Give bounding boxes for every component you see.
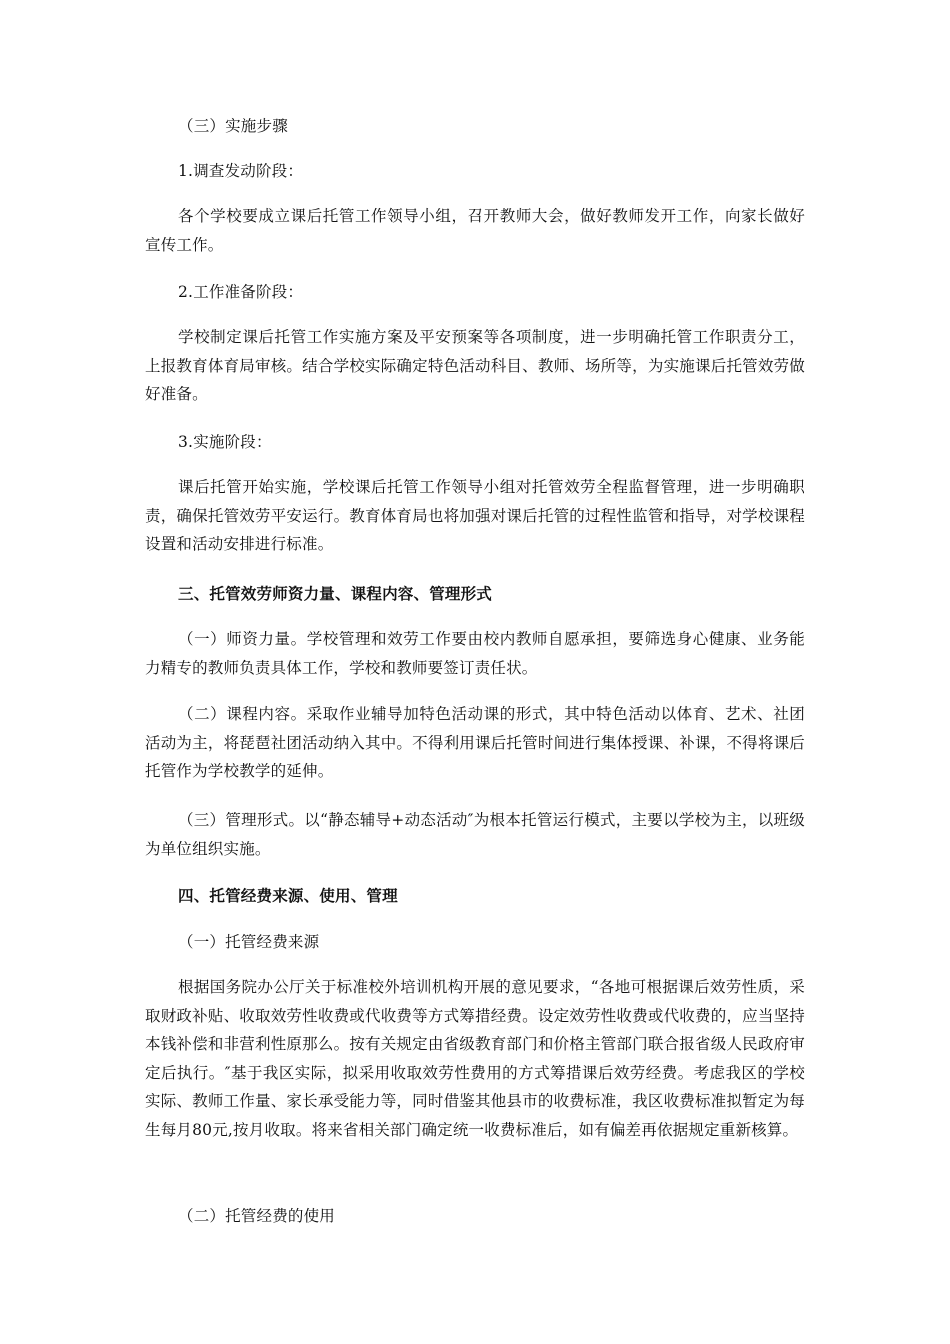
paragraph-fund-source: 根据国务院办公厅关于标准校外培训机构开展的意见要求，“各地可根据课后效劳性质，采取财政补贴、收取效劳性收费或代收费等方式筹措经费。设定效劳性收费或代收费的，应当坚持本钱补偿和非营利性原那么。按有关规定由省级教育部门和价格主管部门联合报省级人民政府审定后执行。″基于我区实际，拟采用收取效劳性费用的方式筹措课后效劳经费。考虑我区的学校实际、教师工作量、家长承受能力等，同时借鉴其他县市的收费标准，我区收费标准拟暂定为每生每月80元,按月收取。将来省相关部门确定统一收费标准后，如有偏差再依据规定重新核算。 xyxy=(145,978,805,1139)
subheading-fund-source: （一）托管经费来源 xyxy=(178,933,320,951)
subheading-fund-use: （二）托管经费的使用 xyxy=(178,1207,336,1225)
paragraph-management-form: （三）管理形式。以“静态辅导+动态活动″为根本托管运行模式，主要以学校为主，以班级为单位组织实施。 xyxy=(145,811,805,858)
paragraph-preparation: 学校制定课后托管工作实施方案及平安预案等各项制度，进一步明确托管工作职责分工，上报教育体育局审核。结合学校实际确定特色活动科目、教师、场所等，为实施课后托管效劳做好准备。 xyxy=(145,328,805,403)
section-heading-four: 四、托管经费来源、使用、管理 xyxy=(178,887,398,905)
paragraph-curriculum: （二）课程内容。采取作业辅导加特色活动课的形式，其中特色活动以体育、艺术、社团活动为主，将琵琶社团活动纳入其中。不得利用课后托管时间进行集体授课、补课，不得将课后托管作为学校教学的延伸。 xyxy=(145,705,805,780)
paragraph-implementation: 课后托管开始实施，学校课后托管工作领导小组对托管效劳全程监督管理，进一步明确职责，确保托管效劳平安运行。教育体育局也将加强对课后托管的过程性监管和指导，对学校课程设置和活动安排进行标准。 xyxy=(145,478,805,553)
paragraph-teachers: （一）师资力量。学校管理和效劳工作要由校内教师自愿承担，要筛选身心健康、业务能力精专的教师负责具体工作，学校和教师要签订责任状。 xyxy=(145,630,805,677)
section-heading-implementation-steps: （三）实施步骤 xyxy=(178,117,288,135)
paragraph-survey: 各个学校要成立课后托管工作领导小组，召开教师大会，做好教师发开工作，向家长做好宣传工作。 xyxy=(145,207,805,254)
step-heading-survey: 1.调查发动阶段： xyxy=(178,162,304,180)
step-heading-preparation: 2.工作准备阶段： xyxy=(178,283,304,301)
section-heading-three: 三、托管效劳师资力量、课程内容、管理形式 xyxy=(178,585,493,603)
step-heading-implementation: 3.实施阶段： xyxy=(178,433,272,451)
